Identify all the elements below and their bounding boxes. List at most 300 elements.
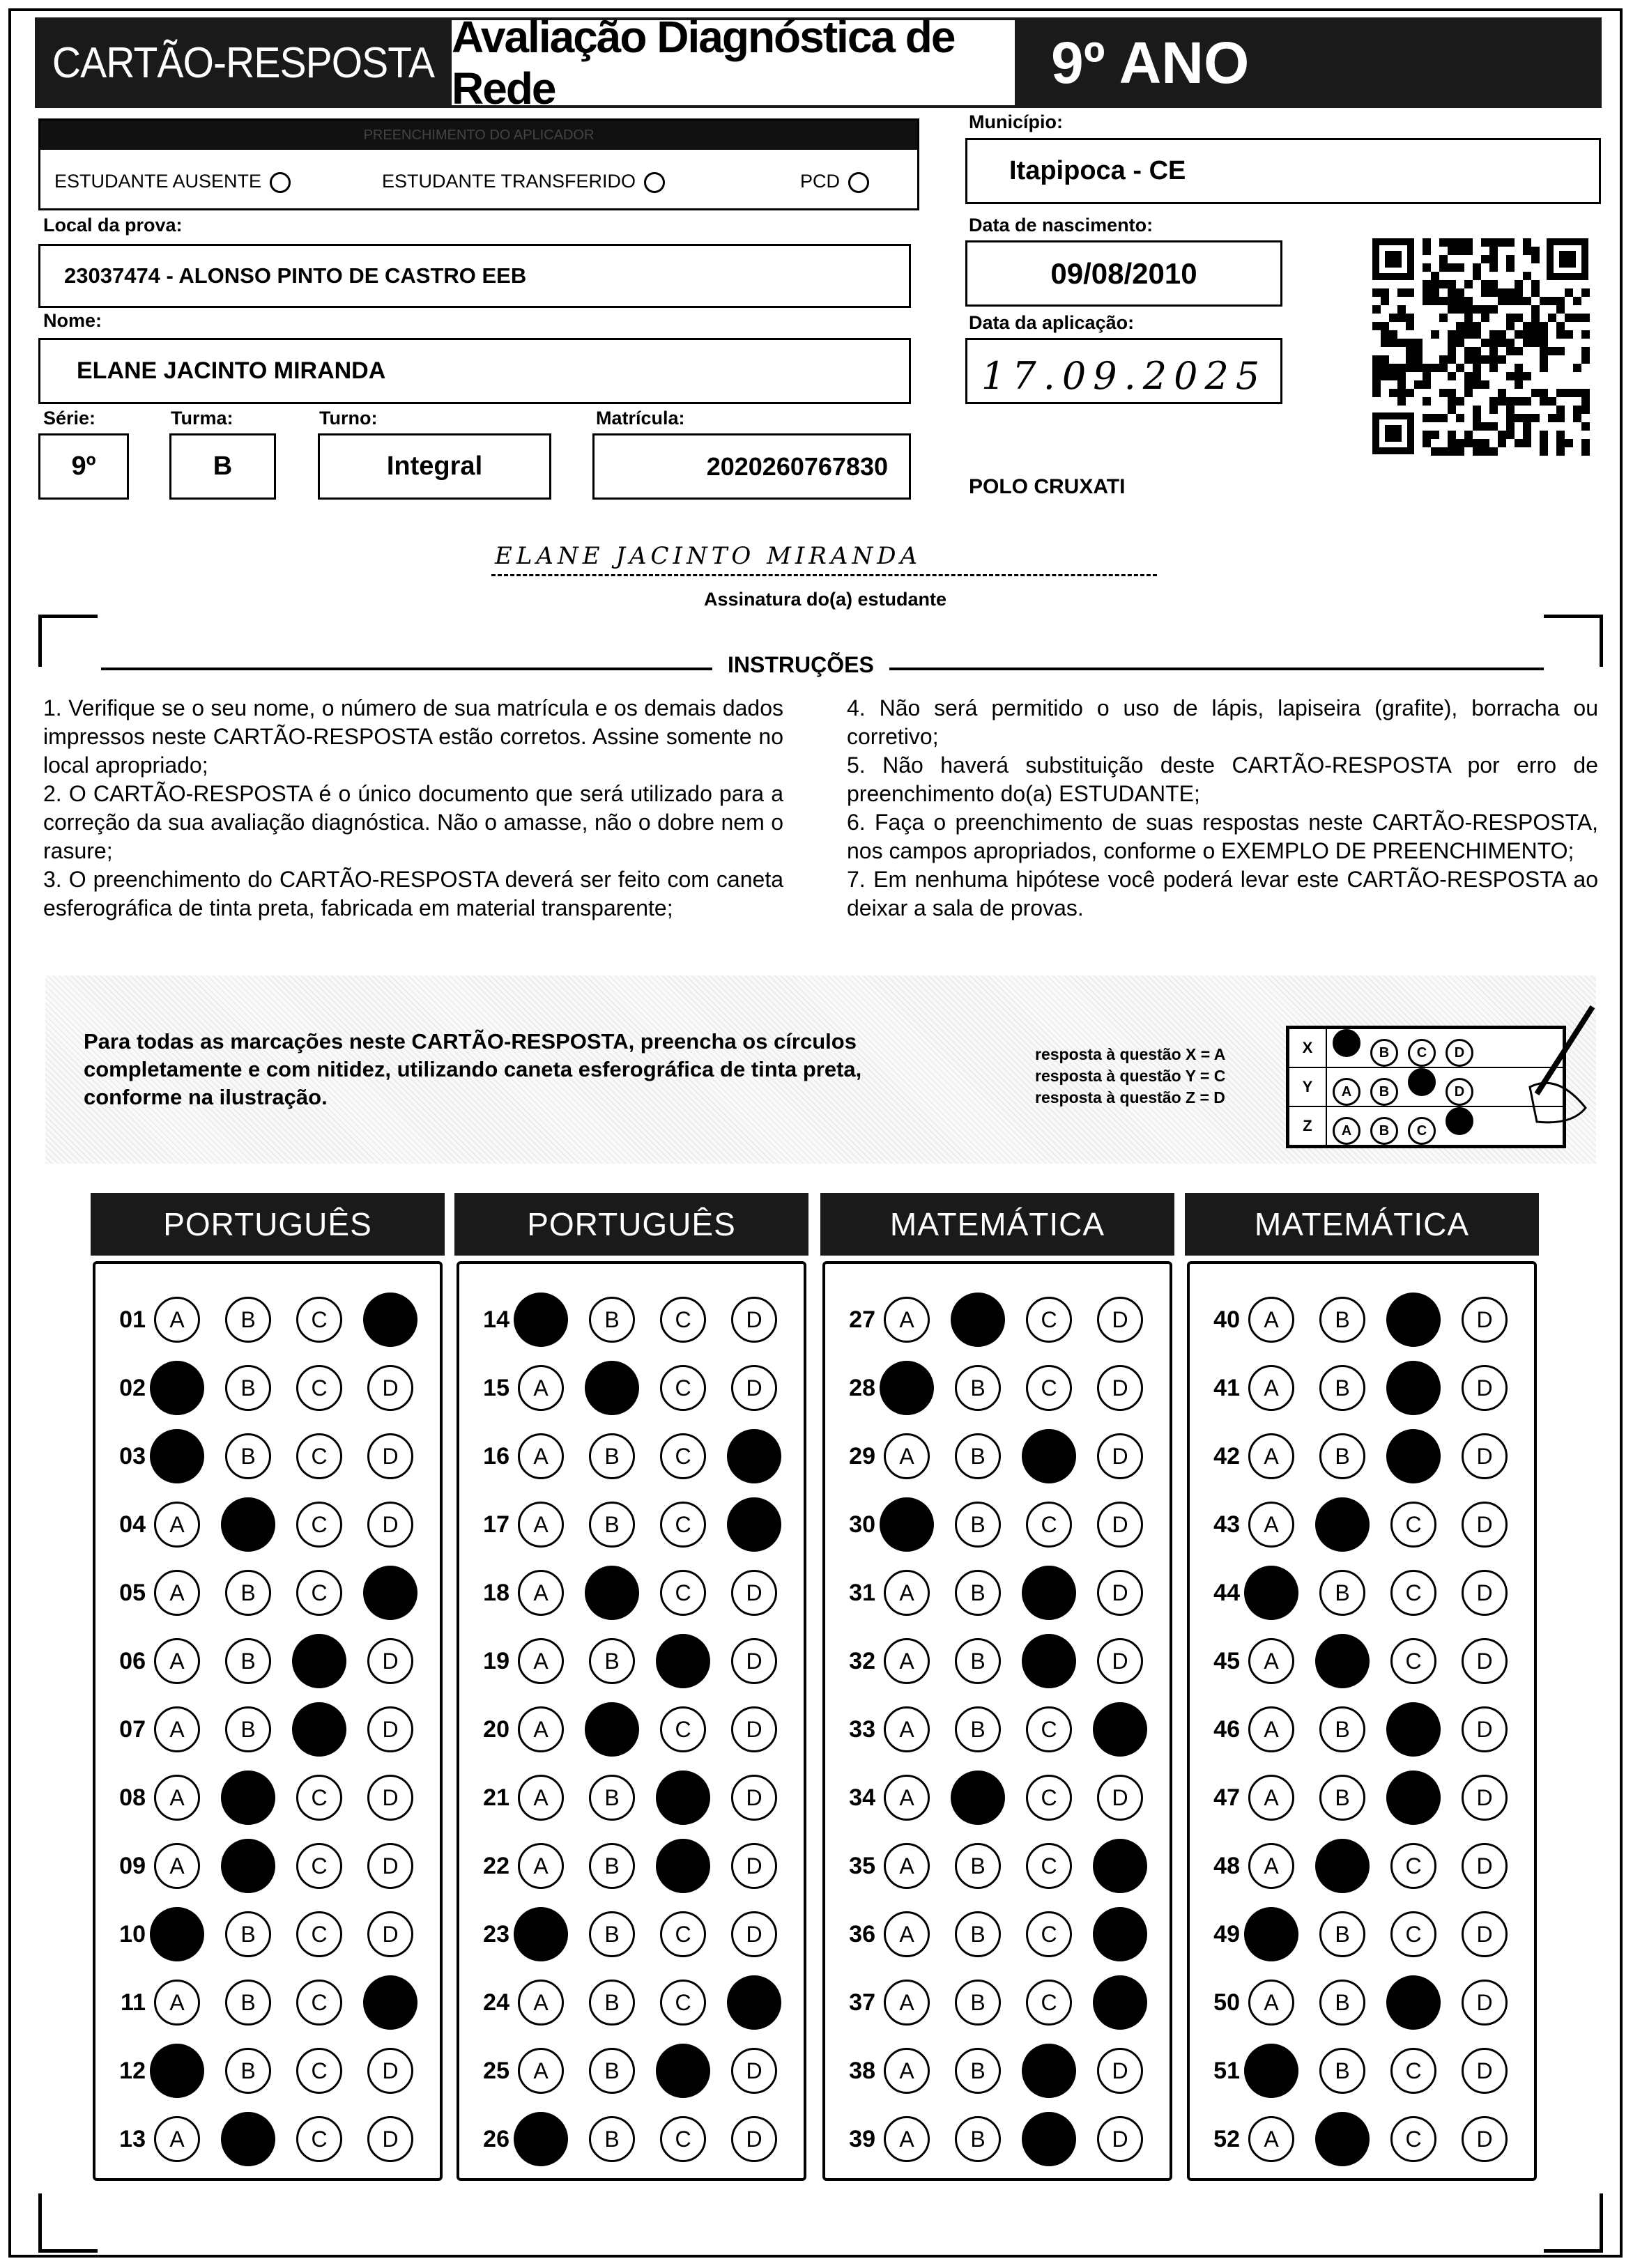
bubble-d[interactable]: D — [1462, 2116, 1508, 2162]
bubble-b[interactable]: B — [955, 2116, 1001, 2162]
bubble-d[interactable]: D — [731, 2048, 777, 2094]
bubble-d[interactable]: D — [1097, 2116, 1143, 2162]
bubble-d[interactable]: D — [367, 2048, 413, 2094]
bubble-c[interactable] — [1386, 1771, 1441, 1825]
bubble-d[interactable]: D — [1097, 1297, 1143, 1343]
question-number: 12 — [119, 2057, 146, 2084]
bubble-d[interactable]: D — [1097, 1502, 1143, 1548]
bubble-c[interactable]: C — [296, 1775, 342, 1821]
question-row — [101, 1702, 413, 1757]
instruction-item: 5. Não haverá substituição deste CARTÃO-RESPOSTA por erro de preenchimento do(a) ESTUDANTE; — [847, 753, 1598, 806]
question-number: 14 — [483, 1306, 509, 1333]
bubble-c[interactable]: C — [296, 1297, 342, 1343]
question-row — [1195, 1497, 1508, 1552]
bubble-c[interactable]: C — [1026, 1911, 1072, 1957]
question-number: 36 — [849, 1920, 875, 1947]
bubble-b[interactable]: B — [589, 1638, 635, 1684]
bubble-d[interactable]: D — [731, 1638, 777, 1684]
bubble-b[interactable]: B — [589, 1502, 635, 1548]
bubble-c[interactable]: C — [660, 1706, 706, 1752]
question-number: 29 — [849, 1442, 875, 1469]
answer-column-box — [93, 1261, 443, 2181]
bubble-d[interactable] — [727, 1975, 781, 2030]
question-row — [465, 1292, 777, 1348]
bubble-a[interactable]: A — [154, 1775, 200, 1821]
bubble-a[interactable]: A — [884, 1775, 930, 1821]
signature-line[interactable] — [491, 542, 1157, 576]
header-grade-text: 9º ANO — [1051, 29, 1250, 95]
bubble-a[interactable]: A — [1248, 1502, 1294, 1548]
question-row — [465, 1360, 777, 1416]
bubble-a[interactable]: A — [884, 1911, 930, 1957]
example-bubble — [1446, 1107, 1473, 1135]
bubble-a[interactable]: A — [518, 1638, 564, 1684]
bubble-b[interactable]: B — [955, 1706, 1001, 1752]
bubble-a[interactable]: A — [154, 2116, 200, 2162]
bubble-d[interactable]: D — [1462, 1365, 1508, 1411]
question-row — [831, 1770, 1143, 1826]
subject-header: PORTUGUÊS — [454, 1193, 808, 1256]
bubble-a[interactable]: A — [1248, 1297, 1294, 1343]
bubble-a[interactable] — [1244, 1566, 1298, 1620]
question-number: 18 — [483, 1579, 509, 1606]
bubble-a[interactable] — [514, 2112, 568, 2166]
bubble-c[interactable] — [1386, 1702, 1441, 1757]
question-row — [1195, 1770, 1508, 1826]
bubble-c[interactable]: C — [296, 1980, 342, 2026]
bubble-a[interactable]: A — [518, 1433, 564, 1479]
bubble-a[interactable] — [880, 1361, 934, 1415]
bubble-a[interactable]: A — [518, 2048, 564, 2094]
bubble-b[interactable]: B — [589, 2048, 635, 2094]
serie-field — [38, 433, 129, 500]
question-row — [465, 1428, 777, 1484]
bubble-d[interactable] — [727, 1497, 781, 1552]
example-bubble: A — [1333, 1117, 1360, 1145]
bubble-d[interactable]: D — [1462, 1638, 1508, 1684]
bubble-a[interactable] — [150, 2044, 204, 2098]
bubble-c[interactable]: C — [660, 1570, 706, 1616]
question-number: 01 — [119, 1306, 146, 1333]
bubble-a[interactable] — [150, 1907, 204, 1961]
bubble-b[interactable] — [1315, 2112, 1370, 2166]
bubble-a[interactable]: A — [154, 1638, 200, 1684]
bubble-a[interactable]: A — [154, 1502, 200, 1548]
bubble-c[interactable]: C — [1026, 1297, 1072, 1343]
bubble-d[interactable]: D — [1097, 1433, 1143, 1479]
turma-value: B — [213, 452, 233, 481]
question-number: 52 — [1213, 2125, 1240, 2152]
bubble-c[interactable]: C — [660, 1365, 706, 1411]
answer-column-box — [1187, 1261, 1537, 2181]
question-number: 37 — [849, 1989, 875, 2016]
bubble-a[interactable]: A — [1248, 2116, 1294, 2162]
bubble-b[interactable]: B — [955, 2048, 1001, 2094]
bubble-d[interactable]: D — [731, 1911, 777, 1957]
bubble-d[interactable]: D — [1462, 1911, 1508, 1957]
question-number: 24 — [483, 1989, 509, 2016]
bubble-b[interactable]: B — [955, 1911, 1001, 1957]
bubble-c[interactable]: C — [1026, 1365, 1072, 1411]
bubble-a[interactable]: A — [1248, 1433, 1294, 1479]
question-row — [465, 1906, 777, 1962]
bubble-a[interactable]: A — [518, 1570, 564, 1616]
bubble-d[interactable]: D — [731, 1570, 777, 1616]
bubble-d[interactable]: D — [1462, 1297, 1508, 1343]
bubble-d[interactable]: D — [731, 1843, 777, 1889]
bubble-a[interactable]: A — [884, 1297, 930, 1343]
bubble-c[interactable] — [656, 1634, 710, 1688]
question-number: 07 — [119, 1715, 146, 1743]
bubble-a[interactable] — [150, 1361, 204, 1415]
bubble-b[interactable] — [221, 1839, 275, 1893]
bubble-a[interactable]: A — [518, 1775, 564, 1821]
bubble-c[interactable]: C — [660, 1980, 706, 2026]
bubble-c[interactable]: C — [296, 1570, 342, 1616]
bubble-b[interactable] — [1315, 1839, 1370, 1893]
bubble-a[interactable]: A — [1248, 1365, 1294, 1411]
bubble-a[interactable]: A — [1248, 1706, 1294, 1752]
question-number: 11 — [121, 1989, 146, 2016]
bubble-c[interactable]: C — [660, 1297, 706, 1343]
bubble-c[interactable]: C — [296, 1365, 342, 1411]
question-row — [101, 1497, 413, 1552]
bubble-b[interactable]: B — [589, 1911, 635, 1957]
bubble-b[interactable]: B — [955, 1433, 1001, 1479]
bubble-b[interactable]: B — [225, 1706, 271, 1752]
bubble-b[interactable]: B — [589, 1980, 635, 2026]
aplicacao-label: Data da aplicação: — [969, 312, 1135, 333]
bubble-b[interactable]: B — [225, 1365, 271, 1411]
bubble-b[interactable]: B — [1319, 1911, 1365, 1957]
nascimento-field — [965, 240, 1282, 307]
bubble-b[interactable]: B — [955, 1365, 1001, 1411]
bubble-b[interactable]: B — [955, 1502, 1001, 1548]
bubble-c[interactable]: C — [1026, 1775, 1072, 1821]
bubble-d[interactable]: D — [1462, 1843, 1508, 1889]
bubble-c[interactable]: C — [1390, 1638, 1436, 1684]
bubble-b[interactable]: B — [589, 2116, 635, 2162]
bubble-d[interactable] — [363, 1293, 417, 1347]
bubble-a[interactable]: A — [518, 1502, 564, 1548]
bubble-d[interactable]: D — [731, 1297, 777, 1343]
bubble-c[interactable]: C — [1390, 1502, 1436, 1548]
question-number: 39 — [849, 2125, 875, 2152]
bubble-d[interactable] — [1093, 1975, 1147, 2030]
bubble-b[interactable]: B — [1319, 1297, 1365, 1343]
bubble-d[interactable]: D — [1462, 1980, 1508, 2026]
question-number: 19 — [483, 1647, 509, 1674]
question-row — [465, 2111, 777, 2167]
question-number: 48 — [1213, 1852, 1240, 1879]
corner-mark-tl — [38, 615, 98, 667]
example-row-label: X — [1289, 1028, 1326, 1067]
local-label: Local da prova: — [43, 215, 183, 236]
example-section — [45, 975, 1596, 1164]
bubble-b[interactable]: B — [225, 1911, 271, 1957]
absent-label: ESTUDANTE AUSENTE — [54, 171, 262, 192]
bubble-a[interactable]: A — [884, 2048, 930, 2094]
instruction-item: 7. Em nenhuma hipótese você poderá levar este CARTÃO-RESPOSTA ao deixar a sala de provas. — [847, 867, 1598, 920]
question-row — [101, 1838, 413, 1894]
answer-column-box — [822, 1261, 1172, 2181]
bubble-a[interactable] — [514, 1293, 568, 1347]
bubble-b[interactable]: B — [1319, 1570, 1365, 1616]
header-title-center — [452, 12, 1015, 114]
example-text: Para todas as marcações neste CARTÃO-RESPOSTA, preencha os círculos completamente e com nitidez, utilizando caneta esferográfica de tinta preta, conforme na ilustração. — [84, 1029, 862, 1109]
bubble-c[interactable]: C — [296, 1502, 342, 1548]
bubble-a[interactable] — [1244, 1907, 1298, 1961]
absent-option[interactable] — [54, 171, 291, 193]
bubble-a[interactable]: A — [518, 1365, 564, 1411]
bubble-b[interactable]: B — [1319, 1365, 1365, 1411]
bubble-b[interactable]: B — [955, 1843, 1001, 1889]
absent-circle[interactable] — [270, 172, 291, 193]
bubble-c[interactable]: C — [1390, 2116, 1436, 2162]
question-row — [101, 1633, 413, 1689]
example-legend — [1035, 1044, 1225, 1109]
aplicacao-field[interactable] — [965, 338, 1282, 404]
bubble-c[interactable] — [1386, 1293, 1441, 1347]
question-number: 30 — [849, 1511, 875, 1538]
bubble-d[interactable]: D — [731, 2116, 777, 2162]
bubble-c[interactable]: C — [296, 1911, 342, 1957]
bubble-b[interactable]: B — [1319, 1775, 1365, 1821]
bubble-c[interactable]: C — [1390, 1843, 1436, 1889]
example-bubble: D — [1446, 1078, 1473, 1106]
bubble-b[interactable]: B — [589, 1775, 635, 1821]
transferred-circle[interactable] — [644, 172, 665, 193]
bubble-b[interactable] — [951, 1771, 1005, 1825]
subject-header: MATEMÁTICA — [820, 1193, 1174, 1256]
bubble-a[interactable] — [880, 1497, 934, 1552]
bubble-d[interactable]: D — [731, 1706, 777, 1752]
bubble-d[interactable]: D — [1462, 1570, 1508, 1616]
bubble-b[interactable]: B — [225, 1433, 271, 1479]
bubble-a[interactable] — [1244, 2044, 1298, 2098]
turno-field — [318, 433, 551, 500]
bubble-a[interactable]: A — [1248, 1980, 1294, 2026]
example-bubble: C — [1408, 1117, 1436, 1145]
bubble-d[interactable]: D — [1097, 1570, 1143, 1616]
bubble-b[interactable] — [1315, 1634, 1370, 1688]
bubble-d[interactable]: D — [1462, 1706, 1508, 1752]
bubble-b[interactable] — [585, 1702, 639, 1757]
question-row — [101, 1975, 413, 2030]
bubble-c[interactable]: C — [296, 1433, 342, 1479]
bubble-c[interactable]: C — [660, 2116, 706, 2162]
bubble-c[interactable]: C — [660, 1911, 706, 1957]
question-row — [465, 1497, 777, 1552]
question-row — [1195, 1838, 1508, 1894]
bubble-d[interactable]: D — [367, 1843, 413, 1889]
bubble-a[interactable]: A — [518, 1980, 564, 2026]
bubble-d[interactable]: D — [1097, 1638, 1143, 1684]
bubble-b[interactable]: B — [589, 1433, 635, 1479]
bubble-c[interactable] — [1022, 2112, 1076, 2166]
bubble-a[interactable]: A — [154, 1297, 200, 1343]
question-row — [831, 1565, 1143, 1621]
bubble-b[interactable]: B — [589, 1297, 635, 1343]
bubble-d[interactable]: D — [367, 1911, 413, 1957]
bubble-d[interactable]: D — [1462, 1502, 1508, 1548]
question-row — [831, 1633, 1143, 1689]
bubble-d[interactable]: D — [367, 1638, 413, 1684]
bubble-a[interactable]: A — [154, 1570, 200, 1616]
bubble-a[interactable]: A — [1248, 1843, 1294, 1889]
bubble-c[interactable] — [656, 1771, 710, 1825]
bubble-c[interactable] — [1022, 1566, 1076, 1620]
bubble-b[interactable]: B — [225, 1297, 271, 1343]
bubble-c[interactable]: C — [1026, 1706, 1072, 1752]
header-title-center-text: Avaliação Diagnóstica de Rede — [452, 12, 955, 114]
bubble-d[interactable]: D — [731, 1775, 777, 1821]
question-number: 32 — [849, 1647, 875, 1674]
bubble-c[interactable]: C — [1390, 2048, 1436, 2094]
bubble-a[interactable]: A — [154, 1706, 200, 1752]
question-row — [465, 1975, 777, 2030]
bubble-a[interactable]: A — [518, 1843, 564, 1889]
bubble-c[interactable]: C — [660, 1502, 706, 1548]
bubble-b[interactable]: B — [1319, 1433, 1365, 1479]
bubble-b[interactable] — [585, 1566, 639, 1620]
bubble-d[interactable]: D — [367, 1502, 413, 1548]
question-row — [101, 1292, 413, 1348]
bubble-d[interactable]: D — [1462, 1775, 1508, 1821]
bubble-a[interactable]: A — [884, 1570, 930, 1616]
bubble-d[interactable]: D — [367, 2116, 413, 2162]
bubble-d[interactable]: D — [1097, 1775, 1143, 1821]
question-row — [101, 2111, 413, 2167]
bubble-d[interactable]: D — [1462, 2048, 1508, 2094]
question-row — [831, 1497, 1143, 1552]
bubble-b[interactable]: B — [1319, 1980, 1365, 2026]
turma-label: Turma: — [171, 408, 233, 429]
instruction-item: 3. O preenchimento do CARTÃO-RESPOSTA deverá ser feito com caneta esferográfica de tinta preta, fabricada em material transparente; — [43, 867, 783, 920]
bubble-c[interactable]: C — [660, 1433, 706, 1479]
bubble-b[interactable] — [1315, 1497, 1370, 1552]
bubble-c[interactable] — [292, 1634, 346, 1688]
bubble-b[interactable] — [951, 1293, 1005, 1347]
bubble-d[interactable] — [363, 1566, 417, 1620]
bubble-a[interactable]: A — [154, 1843, 200, 1889]
bubble-c[interactable]: C — [296, 2048, 342, 2094]
bubble-d[interactable]: D — [1097, 1365, 1143, 1411]
bubble-b[interactable]: B — [225, 1638, 271, 1684]
turma-field — [169, 433, 276, 500]
bubble-d[interactable] — [1093, 1702, 1147, 1757]
question-row — [1195, 1292, 1508, 1348]
bubble-d[interactable] — [1093, 1907, 1147, 1961]
bubble-b[interactable]: B — [589, 1843, 635, 1889]
corner-mark-br — [1544, 2193, 1603, 2253]
bubble-b[interactable] — [221, 2112, 275, 2166]
bubble-a[interactable]: A — [884, 2116, 930, 2162]
bubble-c[interactable]: C — [1026, 1980, 1072, 2026]
bubble-a[interactable]: A — [884, 1843, 930, 1889]
question-number: 20 — [483, 1715, 509, 1743]
bubble-c[interactable]: C — [1026, 1502, 1072, 1548]
bubble-c[interactable] — [1022, 1429, 1076, 1483]
bubble-c[interactable] — [656, 1839, 710, 1893]
question-row — [465, 2043, 777, 2099]
question-number: 41 — [1213, 1374, 1240, 1401]
bubble-a[interactable]: A — [1248, 1775, 1294, 1821]
bubble-b[interactable]: B — [1319, 2048, 1365, 2094]
bubble-a[interactable]: A — [884, 1433, 930, 1479]
bubble-b[interactable] — [585, 1361, 639, 1415]
bubble-d[interactable]: D — [367, 1706, 413, 1752]
pcd-option[interactable] — [800, 171, 869, 193]
bubble-c[interactable] — [1386, 1975, 1441, 2030]
polo-name: POLO CRUXATI — [969, 475, 1126, 498]
pcd-circle[interactable] — [848, 172, 869, 193]
bubble-d[interactable]: D — [731, 1365, 777, 1411]
bubble-c[interactable]: C — [296, 2116, 342, 2162]
question-number: 08 — [119, 1784, 146, 1811]
bubble-c[interactable] — [1022, 1634, 1076, 1688]
hand-pen-icon — [1516, 1003, 1600, 1129]
bubble-a[interactable]: A — [154, 1980, 200, 2026]
bubble-b[interactable]: B — [1319, 1706, 1365, 1752]
bubble-b[interactable] — [221, 1771, 275, 1825]
bubble-b[interactable]: B — [225, 2048, 271, 2094]
municipio-value: Itapipoca - CE — [1009, 156, 1186, 185]
bubble-d[interactable] — [363, 1975, 417, 2030]
bubble-c[interactable] — [1022, 2044, 1076, 2098]
bubble-a[interactable]: A — [518, 1706, 564, 1752]
bubble-a[interactable] — [150, 1429, 204, 1483]
bubble-c[interactable] — [1386, 1361, 1441, 1415]
question-row — [831, 1702, 1143, 1757]
question-row — [831, 1360, 1143, 1416]
question-number: 38 — [849, 2057, 875, 2084]
bubble-d[interactable]: D — [367, 1775, 413, 1821]
bubble-d[interactable] — [1093, 1839, 1147, 1893]
bubble-b[interactable]: B — [225, 1980, 271, 2026]
bubble-b[interactable]: B — [225, 1570, 271, 1616]
bubble-a[interactable] — [514, 1907, 568, 1961]
bubble-a[interactable]: A — [884, 1980, 930, 2026]
bubble-a[interactable]: A — [1248, 1638, 1294, 1684]
bubble-d[interactable]: D — [1097, 2048, 1143, 2094]
bubble-b[interactable]: B — [955, 1980, 1001, 2026]
bubble-c[interactable] — [292, 1702, 346, 1757]
question-number: 10 — [119, 1920, 146, 1947]
question-row — [101, 1428, 413, 1484]
bubble-d[interactable] — [727, 1429, 781, 1483]
question-number: 47 — [1213, 1784, 1240, 1811]
bubble-c[interactable] — [656, 2044, 710, 2098]
transferred-option[interactable] — [382, 171, 665, 193]
bubble-b[interactable] — [221, 1497, 275, 1552]
bubble-a[interactable]: A — [884, 1706, 930, 1752]
bubble-c[interactable] — [1386, 1429, 1441, 1483]
bubble-c[interactable]: C — [1390, 1911, 1436, 1957]
question-number: 17 — [483, 1511, 509, 1538]
bubble-b[interactable]: B — [955, 1638, 1001, 1684]
legend-z: resposta à questão Z = D — [1035, 1088, 1225, 1106]
bubble-d[interactable]: D — [367, 1433, 413, 1479]
bubble-c[interactable]: C — [296, 1843, 342, 1889]
bubble-c[interactable]: C — [1390, 1570, 1436, 1616]
question-number: 49 — [1213, 1920, 1240, 1947]
bubble-d[interactable]: D — [367, 1365, 413, 1411]
bubble-b[interactable]: B — [955, 1570, 1001, 1616]
bubble-d[interactable]: D — [1462, 1433, 1508, 1479]
bubble-c[interactable]: C — [1026, 1843, 1072, 1889]
bubble-a[interactable]: A — [884, 1638, 930, 1684]
